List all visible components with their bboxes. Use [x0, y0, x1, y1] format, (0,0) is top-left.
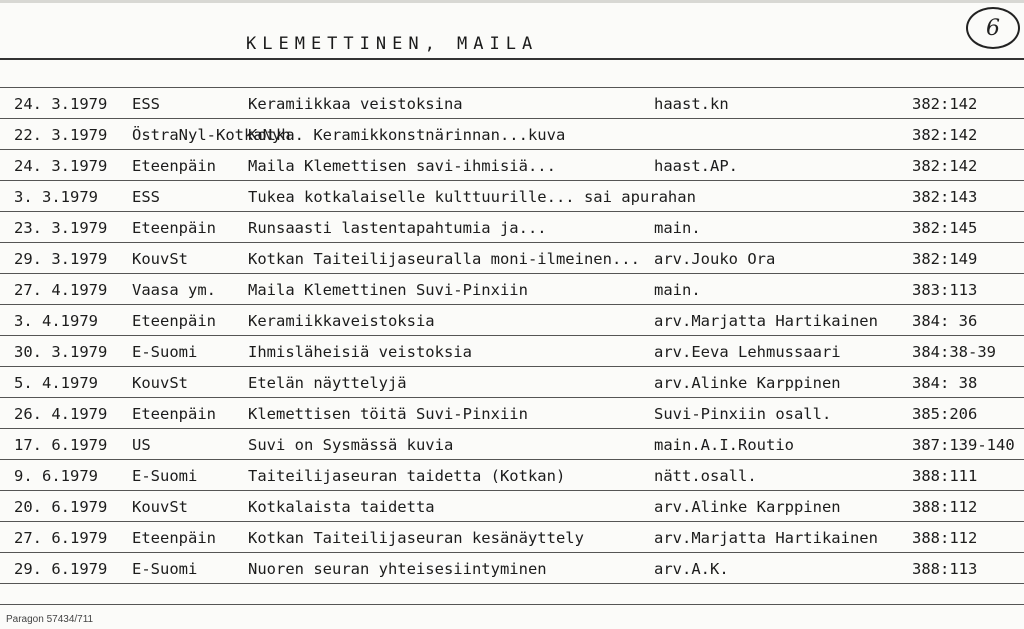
entry-ref: 384: 36 — [912, 312, 978, 330]
entry-paper: Eteenpäin — [132, 405, 216, 423]
entry-date: 3. 4.1979 — [14, 312, 98, 330]
entry-title: Kotka. Keramikkonstnärinnan...kuva — [248, 126, 566, 144]
entry-title: Kotkan Taiteilijaseuralla moni-ilmeinen... — [248, 250, 640, 268]
entry-paper: Eteenpäin — [132, 219, 216, 237]
row-rule — [0, 583, 1024, 584]
entry-date: 9. 6.1979 — [14, 467, 98, 485]
entry-date: 24. 3.1979 — [14, 95, 108, 113]
entry-note: Suvi-Pinxiin osall. — [654, 405, 832, 423]
entry-paper: KouvSt — [132, 498, 188, 516]
entry-paper: E-Suomi — [132, 560, 198, 578]
entry-title: Ihmisläheisiä veistoksia — [248, 343, 472, 361]
entry-title: Keramiikkaa veistoksina — [248, 95, 463, 113]
entry-date: 27. 4.1979 — [14, 281, 108, 299]
entry-ref: 388:112 — [912, 529, 978, 547]
header-rule — [0, 58, 1024, 60]
table-row — [0, 336, 1024, 367]
entry-ref: 382:142 — [912, 95, 978, 113]
entry-title: Suvi on Sysmässä kuvia — [248, 436, 454, 454]
entry-note: haast.AP. — [654, 157, 738, 175]
entry-note: main. — [654, 219, 701, 237]
entry-note: arv.A.K. — [654, 560, 729, 578]
entry-paper: Eteenpäin — [132, 157, 216, 175]
entry-ref: 388:113 — [912, 560, 978, 578]
entry-date: 29. 3.1979 — [14, 250, 108, 268]
entry-paper: E-Suomi — [132, 343, 198, 361]
entry-ref: 384: 38 — [912, 374, 978, 392]
entry-date: 30. 3.1979 — [14, 343, 108, 361]
table-row — [0, 460, 1024, 491]
entry-note: arv.Marjatta Hartikainen — [654, 529, 878, 547]
entry-ref: 384:38-39 — [912, 343, 996, 361]
table-row — [0, 274, 1024, 305]
printer-imprint: Paragon 57434/711 — [6, 614, 94, 625]
entry-note: arv.Alinke Karppinen — [654, 498, 841, 516]
entry-title: Keramiikkaveistoksia — [248, 312, 435, 330]
entry-paper: KouvSt — [132, 374, 188, 392]
table-row — [0, 88, 1024, 119]
table-row — [0, 243, 1024, 274]
entry-note: arv.Marjatta Hartikainen — [654, 312, 878, 330]
entry-date: 17. 6.1979 — [14, 436, 108, 454]
entry-ref: 385:206 — [912, 405, 978, 423]
entry-paper: ESS — [132, 95, 160, 113]
entry-note: main.A.I.Routio — [654, 436, 794, 454]
entry-ref: 382:142 — [912, 157, 978, 175]
entry-date: 24. 3.1979 — [14, 157, 108, 175]
entry-title: Tukea kotkalaiselle kulttuurille... sai apurahan — [248, 188, 696, 206]
entry-date: 26. 4.1979 — [14, 405, 108, 423]
entry-paper: Vaasa ym. — [132, 281, 216, 299]
table-row — [0, 429, 1024, 460]
table-row — [0, 398, 1024, 429]
entry-title: Maila Klemettinen Suvi-Pinxiin — [248, 281, 528, 299]
entry-date: 29. 6.1979 — [14, 560, 108, 578]
entry-note: arv.Eeva Lehmussaari — [654, 343, 841, 361]
table-row — [0, 119, 1024, 150]
entry-ref: 383:113 — [912, 281, 978, 299]
entry-note: arv.Jouko Ora — [654, 250, 776, 268]
table-row — [0, 367, 1024, 398]
entry-paper: ESS — [132, 188, 160, 206]
entry-title: Etelän näyttelyjä — [248, 374, 407, 392]
card-number-circle — [966, 7, 1020, 49]
entry-paper: Eteenpäin — [132, 312, 216, 330]
entry-paper: KouvSt — [132, 250, 188, 268]
entry-note: haast.kn — [654, 95, 729, 113]
entry-paper: ÖstraNyl-KotkaNyh — [132, 126, 291, 144]
entry-date: 22. 3.1979 — [14, 126, 108, 144]
entry-ref: 387:139-140 — [912, 436, 1015, 454]
table-row — [0, 150, 1024, 181]
entry-ref: 382:145 — [912, 219, 978, 237]
table-row — [0, 491, 1024, 522]
table-row — [0, 522, 1024, 553]
entry-list — [0, 88, 1024, 584]
entry-ref: 388:112 — [912, 498, 978, 516]
card-title: KLEMETTINEN, MAILA — [246, 34, 539, 54]
entry-title: Taiteilijaseuran taidetta (Kotkan) — [248, 467, 566, 485]
entry-date: 3. 3.1979 — [14, 188, 98, 206]
entry-date: 27. 6.1979 — [14, 529, 108, 547]
card-number: 6 — [986, 15, 1000, 41]
entry-note: nätt.osall. — [654, 467, 757, 485]
entry-note: main. — [654, 281, 701, 299]
entry-title: Nuoren seuran yhteisesiintyminen — [248, 560, 547, 578]
entry-ref: 382:149 — [912, 250, 978, 268]
entry-title: Maila Klemettisen savi-ihmisiä... — [248, 157, 556, 175]
entry-title: Runsaasti lastentapahtumia ja... — [248, 219, 547, 237]
card-top-edge — [0, 0, 1024, 3]
entry-ref: 382:142 — [912, 126, 978, 144]
table-row — [0, 305, 1024, 336]
entry-title: Kotkan Taiteilijaseuran kesänäyttely — [248, 529, 584, 547]
table-row — [0, 553, 1024, 584]
entry-ref: 382:143 — [912, 188, 978, 206]
entry-paper: E-Suomi — [132, 467, 198, 485]
table-row — [0, 181, 1024, 212]
entry-date: 20. 6.1979 — [14, 498, 108, 516]
entry-ref: 388:111 — [912, 467, 978, 485]
entry-date: 5. 4.1979 — [14, 374, 98, 392]
entry-paper: US — [132, 436, 151, 454]
entry-note: arv.Alinke Karppinen — [654, 374, 841, 392]
entry-title: Klemettisen töitä Suvi-Pinxiin — [248, 405, 528, 423]
bottom-rule — [0, 604, 1024, 605]
entry-title: Kotkalaista taidetta — [248, 498, 435, 516]
table-row — [0, 212, 1024, 243]
entry-paper: Eteenpäin — [132, 529, 216, 547]
entry-date: 23. 3.1979 — [14, 219, 108, 237]
